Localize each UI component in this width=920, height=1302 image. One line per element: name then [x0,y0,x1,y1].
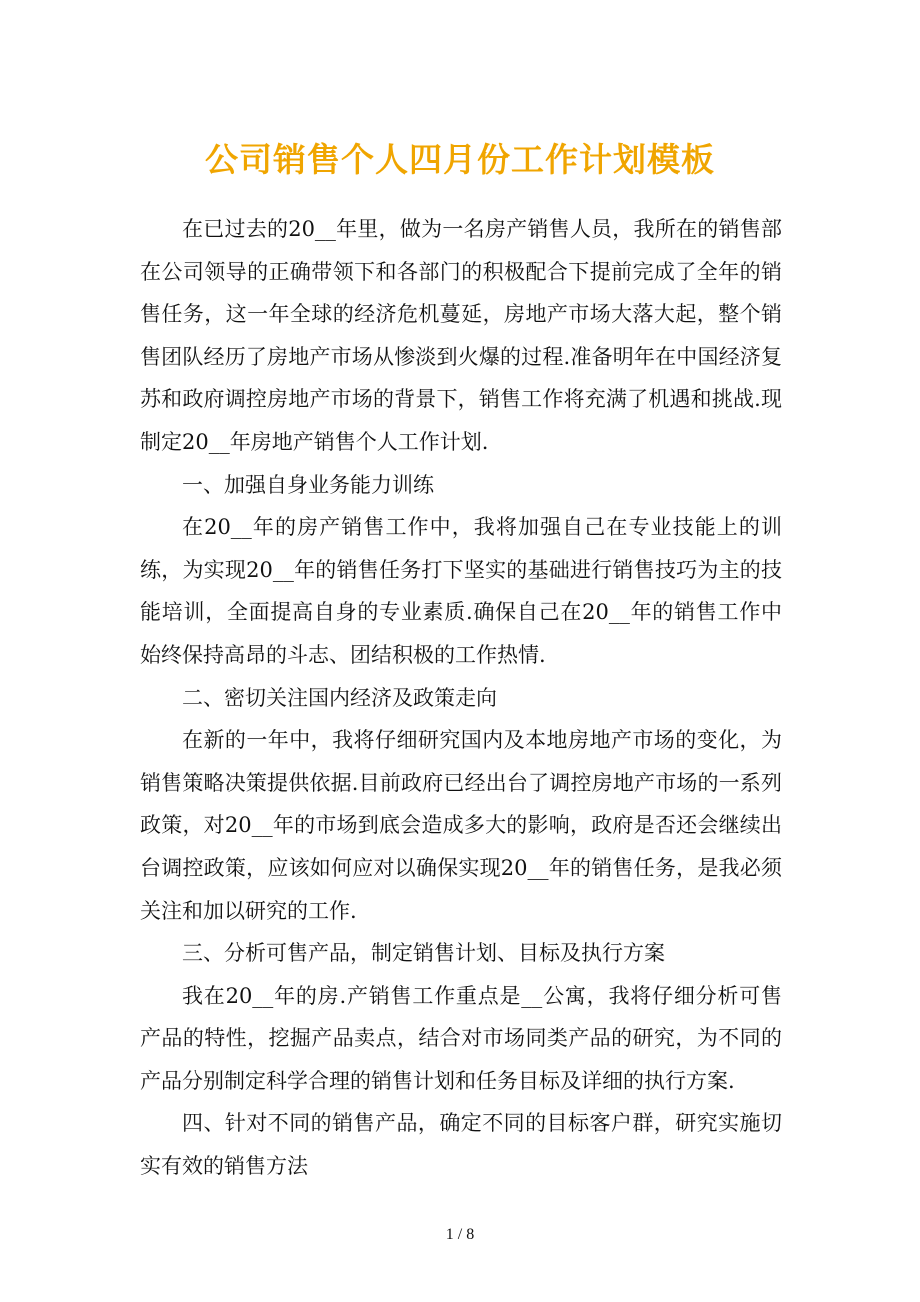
body-paragraph: 我在20__年的房.产销售工作重点是__公寓，我将仔细分析可售产品的特性，挖掘产品卖点，结合对市场同类产品的研究，为不同的产品分别制定科学合理的销售计划和任务目标及详细的执行方案. [140,983,782,1093]
body-paragraph: 在新的一年中，我将仔细研究国内及本地房地产市场的变化，为销售策略决策提供依据.目前政府已经出台了调控房地产市场的一系列政策，对20__年的市场到底会造成多大的影响，政府是否还会继续出台调控政策，应该如何应对以确保实现20__年的销售任务，是我必须关注和加以研究的工作. [140,728,782,923]
document-title: 公司销售个人四月份工作计划模板 [205,140,715,180]
document-body [140,208,782,1188]
body-paragraph: 在20__年的房产销售工作中，我将加强自己在专业技能上的训练，为实现20__年的销售任务打下坚实的基础进行销售技巧为主的技能培训，全面提高自身的专业素质.确保自己在20__年的销售工作中始终保持高昂的斗志、团结积极的工作热情. [140,515,782,667]
section-heading: 一、加强自身业务能力训练 [182,472,434,497]
section-heading: 四、针对不同的销售产品，确定不同的目标客户群，研究实施切实有效的销售方法 [140,1111,782,1179]
body-paragraph: 在已过去的20__年里，做为一名房产销售人员，我所在的销售部在公司领导的正确带领下和各部门的积极配合下提前完成了全年的销售任务，这一年全球的经济危机蔓延，房地产市场大落大起，整个销售团队经历了房地产市场从惨淡到火爆的过程.准备明年在中国经济复苏和政府调控房地产市场的背景下，销售工作将充满了机遇和挑战.现制定20__年房地产销售个人工作计划. [140,217,782,454]
page-number: 1 / 8 [445,1226,475,1243]
section-heading: 二、密切关注国内经济及政策走向 [182,685,497,710]
section-heading: 三、分析可售产品，制定销售计划、目标及执行方案 [182,941,665,966]
